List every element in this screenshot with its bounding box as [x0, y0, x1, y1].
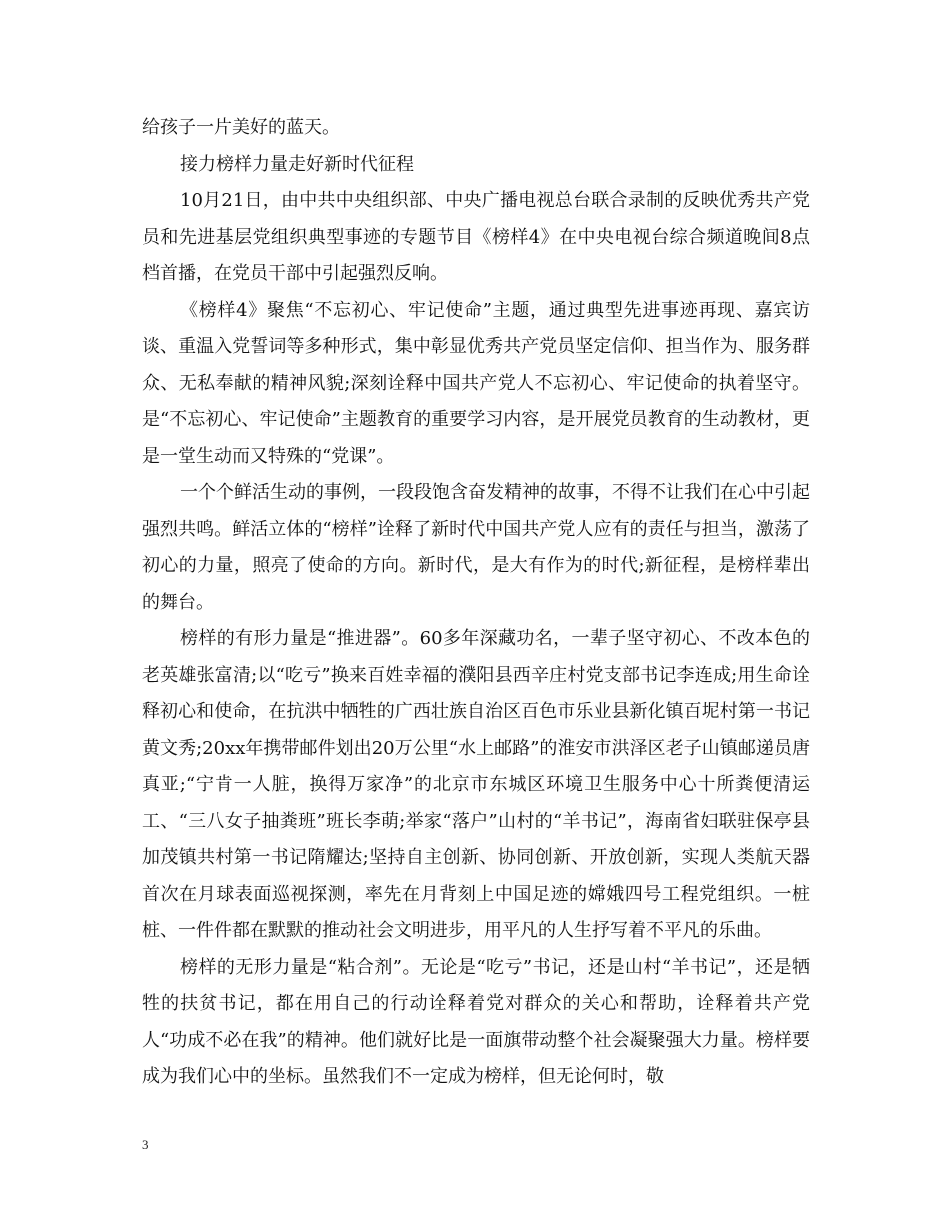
paragraph: 榜样的有形力量是“推进器”。60多年深藏功名，一辈子坚守初心、不改本色的老英雄张富清;以“吃亏”换来百姓幸福的濮阳县西辛庄村党支部书记李连成;用生命诠释初心和使命，在抗洪中牺牲的广西壮族自治区百色市乐业县新化镇百坭村第一书记黄文秀;20xx年携带邮件划出20万公里“水上邮路”的淮安市洪泽区老子山镇邮递员唐真亚;“宁肯一人脏，换得万家净”的北京市东城区环境卫生服务中心十所粪便清运工、“三八女子抽粪班”班长李萌;举家“落户”山村的“羊书记”，海南省妇联驻保亭县加茂镇共村第一书记隋耀达;坚持自主创新、协同创新、开放创新，实现人类航天器首次在月球表面巡视探测，率先在月背刻上中国足迹的嫦娥四号工程党组织。一桩桩、一件件都在默默的推动社会文明进步，用平凡的人生抒写着不平凡的乐曲。 [142, 628, 810, 941]
section-heading: 接力榜样力量走好新时代征程 [180, 153, 414, 175]
page-number: 3 [142, 1137, 149, 1152]
paragraph: 一个个鲜活生动的事例，一段段饱含奋发精神的故事，不得不让我们在心中引起强烈共鸣。鲜活立体的“榜样”诠释了新时代中国共产党人应有的责任与担当，激荡了初心的力量，照亮了使命的方向。新时代，是大有作为的时代;新征程，是榜样辈出的舞台。 [142, 482, 810, 613]
paragraph: 榜样的无形力量是“粘合剂”。无论是“吃亏”书记，还是山村“羊书记”，还是牺牲的扶贫书记，都在用自己的行动诠释着党对群众的关心和帮助，诠释着共产党人“功成不必在我”的精神。他们就好比是一面旗带动整个社会凝聚强大力量。榜样要成为我们心中的坐标。虽然我们不一定成为榜样，但无论何时，敬 [142, 956, 810, 1087]
paragraph: 10月21日，由中共中央组织部、中央广播电视总台联合录制的反映优秀共产党员和先进基层党组织典型事迹的专题节目《榜样4》在中央电视台综合频道晚间8点档首播，在党员干部中引起强烈反响。 [142, 190, 810, 284]
paragraph: 《榜样4》聚焦“不忘初心、牢记使命”主题，通过典型先进事迹再现、嘉宾访谈、重温入党誓词等多种形式，集中彰显优秀共产党员坚定信仰、担当作为、服务群众、无私奉献的精神风貌;深刻诠释中国共产党人不忘初心、牢记使命的执着坚守。是“不忘初心、牢记使命”主题教育的重要学习内容，是开展党员教育的生动教材，更是一堂生动而又特殊的“党课”。 [142, 299, 810, 467]
paragraph-continuation: 给孩子一片美好的蓝天。 [142, 117, 340, 138]
document-body [142, 110, 810, 1096]
